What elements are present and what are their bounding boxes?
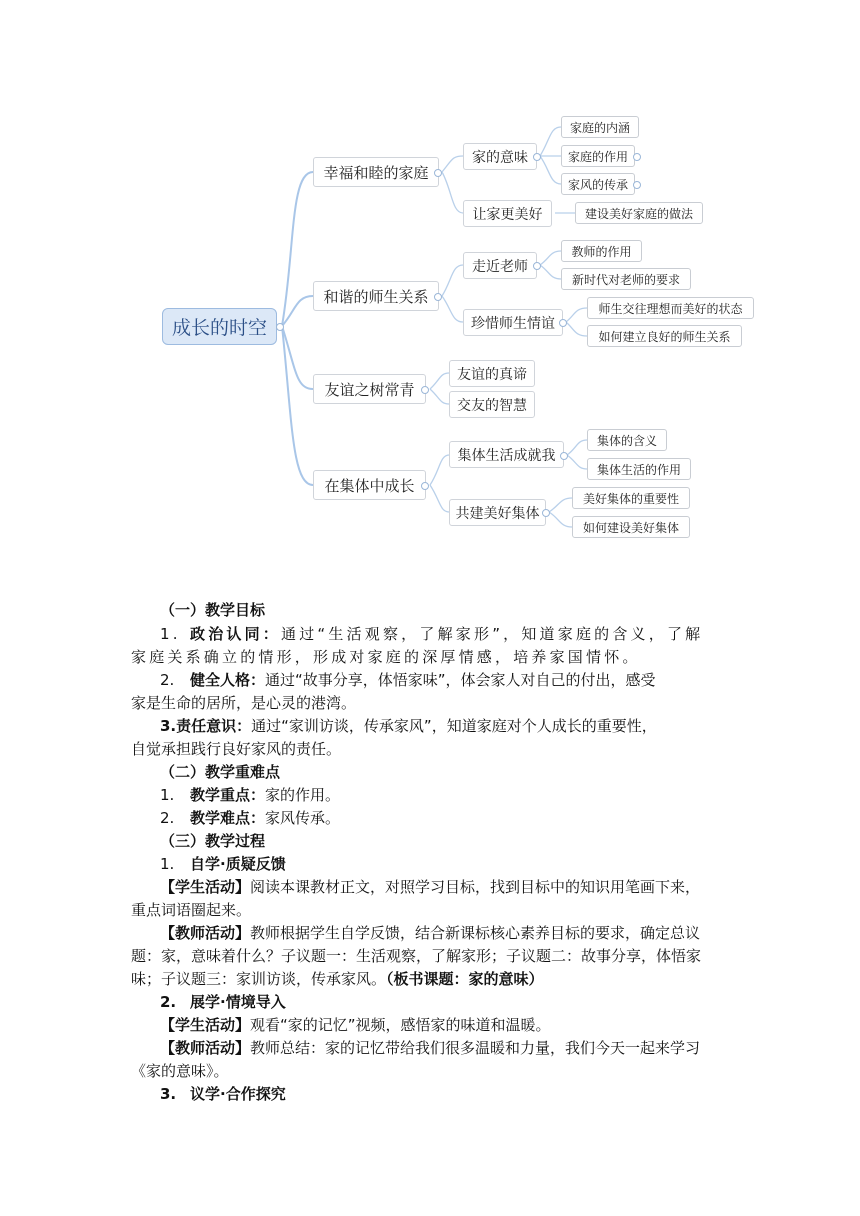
goal-text: 通过“故事分享，体悟家味”，体会家人对自己的付出，感受 <box>265 671 656 689</box>
leaf-teacher-role: 教师的作用 <box>561 240 642 262</box>
activity-label: 【教师活动】 <box>160 924 251 942</box>
step-number: 2. <box>160 993 177 1011</box>
step-3-title <box>160 1084 286 1104</box>
section-title-goals: （一）教学目标 <box>160 601 266 619</box>
leaf-family-connotation: 家庭的内涵 <box>561 116 639 138</box>
goal-3-continued: 自觉承担践行良好家风的责任。 <box>131 740 342 758</box>
topic-better-home: 让家更美好 <box>463 200 552 227</box>
step-1-teacher-activity <box>160 923 700 943</box>
branch-teacher-student: 和谐的师生关系 <box>313 281 439 311</box>
goal-text: 通过“家训访谈，传承家风”，知道家庭对个人成长的重要性， <box>251 717 657 735</box>
leaf-build-family: 建设美好家庭的做法 <box>575 202 703 224</box>
step-number: 1. <box>160 855 175 873</box>
branch-collective: 在集体中成长 <box>313 470 426 500</box>
goal-heading: 责任意识： <box>176 717 252 735</box>
section-title-key-points: （二）教学重难点 <box>160 763 281 781</box>
step-heading: 自学·质疑反馈 <box>190 855 286 873</box>
topic-collective-life: 集体生活成就我 <box>449 441 564 468</box>
step-1-title <box>160 854 286 874</box>
step-2-teacher-activity <box>160 1038 700 1058</box>
topic-build-collective: 共建美好集体 <box>449 499 546 526</box>
step-heading: 议学·合作探究 <box>190 1085 286 1103</box>
goal-heading: 健全人格： <box>190 671 266 689</box>
mind-map-root: 成长的时空 <box>162 308 277 345</box>
step-heading: 展学·情境导入 <box>190 993 286 1011</box>
step-2-teacher-activity-continued: 《家的意味》。 <box>131 1062 229 1080</box>
activity-text: 阅读本课教材正文，对照学习目标，找到目标中的知识用笔画下来， <box>250 878 701 896</box>
goal-number: 1. <box>160 625 181 643</box>
branch-friendship: 友谊之树常青 <box>313 374 426 404</box>
goal-1 <box>160 624 703 644</box>
activity-text: 教师总结：家的记忆带给我们很多温暖和力量，我们今天一起来学习 <box>250 1039 701 1057</box>
key-point-1 <box>160 785 340 805</box>
step-2-title <box>160 992 286 1012</box>
goal-heading: 政治认同： <box>190 625 282 643</box>
item-heading: 教学难点： <box>190 809 266 827</box>
step-2-student-activity <box>160 1015 551 1035</box>
goal-2 <box>160 670 656 690</box>
leaf-good-relationship: 如何建立良好的师生关系 <box>587 325 742 347</box>
step-1-student-activity <box>160 877 700 897</box>
topic-truth-of-friendship: 友谊的真谛 <box>449 360 535 387</box>
leaf-ideal-relationship: 师生交往理想而美好的状态 <box>587 297 754 319</box>
goal-number: 2. <box>160 671 175 689</box>
step-1-teacher-activity-end <box>131 969 544 989</box>
item-number: 1. <box>160 786 175 804</box>
goal-2-continued: 家是生命的居所，是心灵的港湾。 <box>131 694 357 712</box>
item-text: 家的作用。 <box>265 786 341 804</box>
step-1-student-activity-continued: 重点词语圈起来。 <box>131 901 252 919</box>
topic-approach-teacher: 走近老师 <box>463 252 537 279</box>
step-number: 3. <box>160 1085 177 1103</box>
item-text: 家风传承。 <box>265 809 341 827</box>
topic-meaning-of-home: 家的意味 <box>463 143 537 170</box>
leaf-family-role: 家庭的作用 <box>561 145 635 167</box>
item-number: 2. <box>160 809 175 827</box>
activity-text: 观看“家的记忆”视频，感悟家的味道和温暖。 <box>250 1016 551 1034</box>
key-point-2 <box>160 808 340 828</box>
goal-1-continued: 家庭关系确立的情形，形成对家庭的深厚情感，培养家国情怀。 <box>131 648 641 666</box>
board-title: （板书课题：家的意味） <box>386 970 544 988</box>
goal-3 <box>160 716 657 736</box>
topic-cherish-bond: 珍惜师生情谊 <box>463 309 563 336</box>
leaf-collective-role: 集体生活的作用 <box>587 458 691 480</box>
leaf-family-tradition: 家风的传承 <box>561 173 635 195</box>
step-1-teacher-activity-continued: 题：家，意味着什么？子议题一：生活观察，了解家形；子议题二：故事分享，体悟家 <box>131 947 702 965</box>
goal-number: 3. <box>160 717 177 735</box>
branch-family: 幸福和睦的家庭 <box>313 157 439 187</box>
activity-text: 味；子议题三：家训访谈，传承家风。 <box>131 970 387 988</box>
goal-text: 通过“生活观察，了解家形”，知道家庭的含义，了解 <box>281 625 704 643</box>
item-heading: 教学重点： <box>190 786 266 804</box>
activity-label: 【学生活动】 <box>160 1016 251 1034</box>
activity-label: 【学生活动】 <box>160 878 251 896</box>
leaf-teacher-requirements: 新时代对老师的要求 <box>561 268 691 290</box>
leaf-build-collective: 如何建设美好集体 <box>572 516 690 538</box>
section-title-process: （三）教学过程 <box>160 832 266 850</box>
topic-wisdom-of-friendship: 交友的智慧 <box>449 391 535 418</box>
activity-text: 教师根据学生自学反馈，结合新课标核心素养目标的要求，确定总议 <box>250 924 701 942</box>
activity-label: 【教师活动】 <box>160 1039 251 1057</box>
leaf-collective-importance: 美好集体的重要性 <box>572 487 690 509</box>
leaf-collective-meaning: 集体的含义 <box>587 429 667 451</box>
